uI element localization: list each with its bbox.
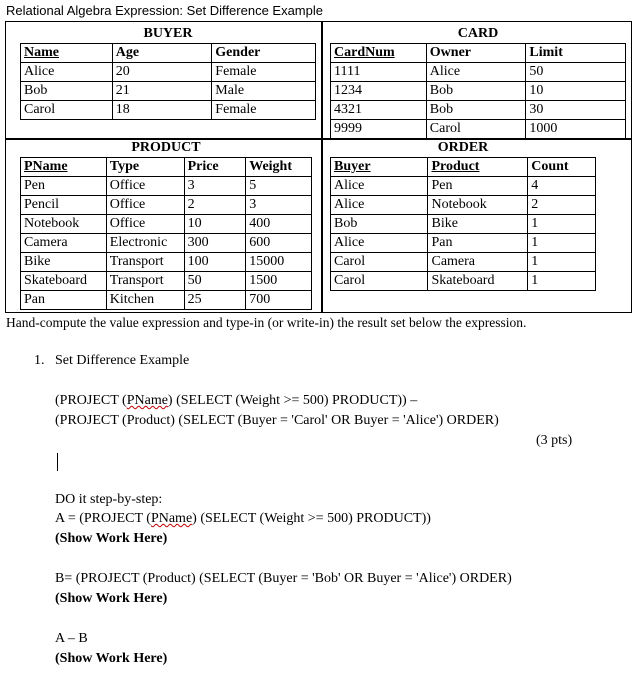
card-col-owner: Owner [426, 44, 526, 63]
table-row: Alice Notebook 2 [331, 196, 596, 215]
product-col-type: Type [106, 158, 184, 177]
buyer-table-title: BUYER [143, 26, 193, 41]
buyer-panel [20, 25, 316, 120]
question-heading: Set Difference Example [55, 353, 190, 368]
buyer-col-age: Age [112, 44, 212, 63]
product-col-pname: PName [21, 158, 107, 177]
card-col-cardnum: CardNum [331, 44, 427, 63]
table-row: Notebook Office 10 400 [21, 215, 312, 234]
table-row: Bob 21 Male [21, 82, 316, 101]
table-row: Pencil Office 2 3 [21, 196, 312, 215]
points-label: (3 pts) [536, 433, 573, 448]
step-a-minus-b: A – B [55, 631, 88, 646]
table-row: Carol 18 Female [21, 101, 316, 120]
buyer-col-gender: Gender [212, 44, 316, 63]
product-table-title: PRODUCT [131, 140, 201, 155]
instructions: Hand-compute the value expression and type-in (or write-in) the result set below the expression. [6, 315, 527, 330]
product-col-price: Price [184, 158, 246, 177]
document-title: Relational Algebra Expression: Set Difference Example [6, 3, 323, 18]
expression-line-1: (PROJECT (PName) (SELECT (Weight >= 500) PRODUCT)) – [55, 393, 418, 408]
step-a-expression: A = (PROJECT (PName) (SELECT (Weight >= 500) PRODUCT)) [55, 511, 431, 526]
order-table [330, 157, 596, 291]
table-row: Alice Pan 1 [331, 234, 596, 253]
table-row: Carol Camera 1 [331, 253, 596, 272]
step-intro: DO it step-by-step: [55, 492, 163, 507]
product-panel [20, 139, 312, 310]
card-panel [330, 25, 626, 139]
order-col-count: Count [528, 158, 596, 177]
order-panel [330, 139, 596, 291]
show-work-b: (Show Work Here) [55, 591, 168, 606]
product-table [20, 157, 312, 310]
card-col-limit: Limit [526, 44, 626, 63]
table-row: Skateboard Transport 50 1500 [21, 272, 312, 291]
order-col-buyer: Buyer [331, 158, 428, 177]
text-cursor[interactable] [57, 453, 58, 471]
table-row: Alice 20 Female [21, 63, 316, 82]
table-row: 1234 Bob 10 [331, 82, 626, 101]
card-table-title: CARD [457, 26, 499, 41]
table-row: Bob Bike 1 [331, 215, 596, 234]
table-row: Alice Pen 4 [331, 177, 596, 196]
table-row: 1111 Alice 50 [331, 63, 626, 82]
table-row: Pen Office 3 5 [21, 177, 312, 196]
table-row: Carol Skateboard 1 [331, 272, 596, 291]
order-table-title: ORDER [437, 140, 489, 155]
table-row: 9999 Carol 1000 [331, 120, 626, 139]
buyer-table [20, 43, 316, 120]
order-col-product: Product [428, 158, 528, 177]
show-work-a: (Show Work Here) [55, 531, 168, 546]
product-col-weight: Weight [246, 158, 312, 177]
expression-line-2: (PROJECT (Product) (SELECT (Buyer = 'Carol' OR Buyer = 'Alice') ORDER) [55, 413, 499, 428]
table-row: Bike Transport 100 15000 [21, 253, 312, 272]
card-table [330, 43, 626, 139]
buyer-col-name: Name [21, 44, 113, 63]
show-work-a-minus-b: (Show Work Here) [55, 651, 168, 666]
table-row: 4321 Bob 30 [331, 101, 626, 120]
step-b-expression: B= (PROJECT (Product) (SELECT (Buyer = 'Bob' OR Buyer = 'Alice') ORDER) [55, 571, 512, 586]
table-row: Camera Electronic 300 600 [21, 234, 312, 253]
question-number: 1. [34, 353, 45, 368]
table-row: Pan Kitchen 25 700 [21, 291, 312, 310]
